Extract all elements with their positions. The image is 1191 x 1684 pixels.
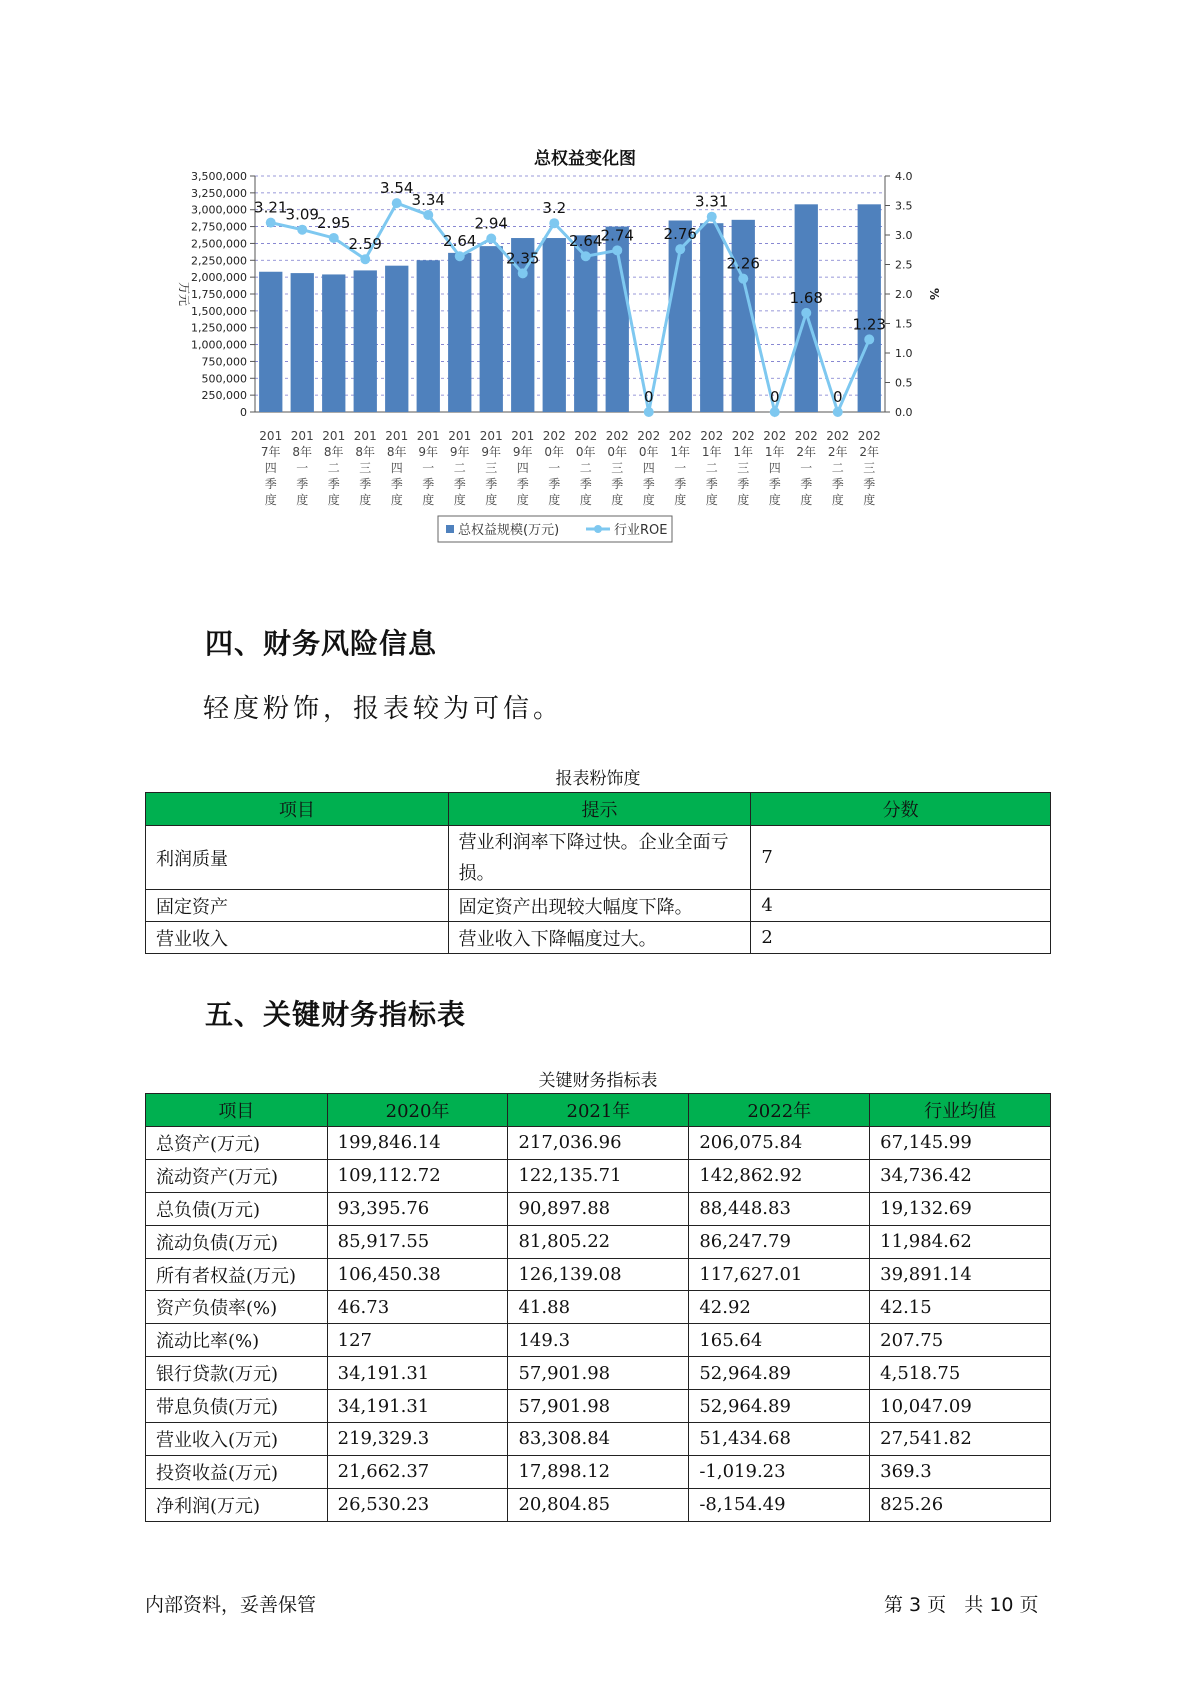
roe-point [770, 407, 780, 417]
y-tick-label: 3,500,000 [191, 170, 247, 183]
kpi-cell: 34,191.31 [327, 1390, 508, 1423]
roe-point [518, 268, 528, 278]
table-row [146, 890, 1051, 922]
kpi-cell: 369.3 [870, 1455, 1051, 1488]
roe-point [486, 234, 496, 244]
bar [543, 238, 566, 412]
roe-data-label: 0 [643, 388, 654, 406]
chart-title: 总权益变化图 [534, 149, 636, 169]
risk-cell: 4 [751, 890, 1051, 922]
kpi-cell: 52,964.89 [689, 1390, 870, 1423]
kpi-table [145, 1093, 1051, 1522]
x-tick-label: 202 0年四季度 [637, 429, 661, 507]
kpi-cell: 34,736.42 [870, 1159, 1051, 1192]
kpi-cell: 85,917.55 [327, 1225, 508, 1258]
roe-point [738, 274, 748, 284]
bar [322, 274, 345, 412]
kpi-cell: 52,964.89 [689, 1357, 870, 1390]
roe-point [392, 198, 402, 208]
roe-data-label: 2.95 [317, 213, 351, 232]
y2-tick-label: 2.5 [895, 258, 913, 272]
kpi-cell: 81,805.22 [508, 1225, 689, 1258]
y-tick-label: 750,000 [201, 355, 247, 369]
table-row [146, 1390, 1051, 1423]
y-tick-label: 2,000,000 [191, 271, 247, 285]
kpi-cell: 88,448.83 [689, 1192, 870, 1225]
y2-tick-label: 3.0 [895, 229, 913, 242]
section4-heading: 四、财务风险信息 [205, 627, 438, 660]
bar [574, 235, 597, 412]
legend-bar-swatch [446, 525, 454, 533]
roe-data-label: 2.74 [600, 226, 634, 245]
kpi-cell: 117,627.01 [689, 1258, 870, 1291]
kpi-cell: 217,036.96 [508, 1127, 689, 1160]
kpi-cell: 34,191.31 [327, 1357, 508, 1390]
y-tick-label: 1,250,000 [191, 321, 247, 335]
table-row [146, 1127, 1051, 1160]
y2-tick-label: 1.5 [895, 317, 913, 331]
x-tick-label: 201 8年一季度 [290, 429, 314, 507]
footer-page-number: 第 3 页 共 10 页 [884, 1594, 1039, 1616]
roe-point [675, 244, 685, 254]
kpi-cell: 93,395.76 [327, 1192, 508, 1225]
kpi-cell: 219,329.3 [327, 1423, 508, 1456]
y-tick-label: 250,000 [201, 389, 247, 403]
kpi-header-industry-avg: 行业均值 [870, 1094, 1051, 1127]
y2-axis-label: % [927, 287, 941, 301]
bar [700, 223, 723, 412]
kpi-cell: 165.64 [689, 1324, 870, 1357]
kpi-cell: 19,132.69 [870, 1192, 1051, 1225]
section4-text: 轻度粉饰，报表较为可信。 [203, 694, 564, 724]
kpi-cell: 199,846.14 [327, 1127, 508, 1160]
roe-point [801, 308, 811, 318]
y2-tick-label: 1.0 [895, 347, 913, 360]
kpi-cell: 营业收入(万元) [146, 1423, 328, 1456]
roe-data-label: 0 [769, 388, 780, 406]
y2-tick-label: 4.0 [895, 170, 913, 183]
bar [385, 266, 408, 412]
table-row [146, 1423, 1051, 1456]
risk-cell: 固定资产 [146, 890, 449, 922]
table-row [146, 1357, 1051, 1390]
risk-cell: 2 [751, 922, 1051, 954]
roe-data-label: 1.68 [789, 288, 823, 307]
y-tick-label: 2,500,000 [191, 237, 247, 251]
kpi-cell: 51,434.68 [689, 1423, 870, 1456]
x-tick-label: 201 8年二季度 [322, 429, 346, 507]
kpi-cell: 27,541.82 [870, 1423, 1051, 1456]
table-row [146, 826, 1051, 890]
table-row [146, 1225, 1051, 1258]
kpi-cell: 4,518.75 [870, 1357, 1051, 1390]
chart-svg [170, 138, 1000, 588]
y2-tick-label: 0.0 [895, 406, 913, 419]
x-tick-label: 202 0年三季度 [605, 429, 629, 507]
y-axis-label: 万元 [177, 281, 191, 307]
table-row [146, 922, 1051, 954]
x-tick-label: 202 1年一季度 [668, 429, 692, 507]
roe-data-label: 2.64 [569, 232, 603, 251]
roe-point [707, 212, 717, 222]
table-row [146, 1291, 1051, 1324]
table-row [146, 1455, 1051, 1488]
roe-point [455, 251, 465, 261]
kpi-cell: 46.73 [327, 1291, 508, 1324]
kpi-cell: 122,135.71 [508, 1159, 689, 1192]
risk-cell: 7 [751, 826, 1051, 890]
x-tick-label: 202 1年四季度 [763, 429, 787, 507]
kpi-table-title: 关键财务指标表 [538, 1071, 658, 1091]
kpi-cell: 带息负债(万元) [146, 1390, 328, 1423]
roe-point [423, 210, 433, 220]
roe-point [864, 334, 874, 344]
risk-header-item: 项目 [146, 793, 449, 826]
kpi-cell: 流动资产(万元) [146, 1159, 328, 1192]
risk-cell: 营业收入下降幅度过大。 [448, 922, 751, 954]
x-tick-label: 201 9年四季度 [511, 429, 535, 507]
roe-data-label: 3.21 [254, 198, 288, 217]
section5-heading: 五、关键财务指标表 [205, 998, 467, 1031]
roe-point [266, 218, 276, 228]
risk-table-title: 报表粉饰度 [555, 769, 641, 789]
roe-data-label: 3.54 [380, 179, 414, 198]
y-tick-label: 2,750,000 [191, 220, 247, 234]
y2-tick-label: 3.5 [895, 199, 913, 213]
legend-line-marker [594, 525, 602, 533]
roe-data-label: 2.64 [443, 232, 477, 251]
x-tick-label: 202 2年二季度 [826, 429, 850, 507]
kpi-header-2022: 2022年 [689, 1094, 870, 1127]
kpi-cell: 207.75 [870, 1324, 1051, 1357]
roe-point [549, 218, 559, 228]
kpi-cell: 57,901.98 [508, 1357, 689, 1390]
risk-header-score: 分数 [751, 793, 1051, 826]
kpi-cell: 21,662.37 [327, 1455, 508, 1488]
roe-data-label: 2.94 [474, 214, 508, 233]
y-tick-label: 0 [240, 406, 247, 419]
table-row [146, 1258, 1051, 1291]
y-tick-label: 1,000,000 [191, 338, 247, 352]
bar [291, 273, 314, 412]
y-tick-label: 1,500,000 [191, 304, 247, 318]
y-tick-label: 1,750,000 [191, 288, 247, 301]
kpi-cell: 17,898.12 [508, 1455, 689, 1488]
table-row [146, 1324, 1051, 1357]
kpi-cell: -8,154.49 [689, 1488, 870, 1521]
roe-data-label: 3.34 [411, 190, 445, 209]
x-tick-label: 201 8年三季度 [353, 429, 377, 507]
roe-point [360, 254, 370, 264]
bar [259, 272, 282, 412]
roe-data-label: 2.35 [506, 249, 540, 268]
y-tick-label: 3,250,000 [191, 186, 247, 200]
table-row [146, 1192, 1051, 1225]
table-row [146, 1488, 1051, 1521]
x-tick-label: 202 1年三季度 [731, 429, 755, 507]
roe-point [581, 251, 591, 261]
kpi-cell: 90,897.88 [508, 1192, 689, 1225]
kpi-header-item: 项目 [146, 1094, 328, 1127]
kpi-cell: 126,139.08 [508, 1258, 689, 1291]
y-tick-label: 2,250,000 [191, 254, 247, 268]
risk-header-hint: 提示 [448, 793, 751, 826]
kpi-cell: 资产负债率(%) [146, 1291, 328, 1324]
risk-cell: 营业利润率下降过快。企业全面亏损。 [448, 826, 751, 890]
kpi-cell: 42.15 [870, 1291, 1051, 1324]
x-tick-label: 201 9年三季度 [479, 429, 503, 507]
x-tick-label: 201 9年一季度 [416, 429, 440, 507]
roe-data-label: 1.23 [852, 315, 886, 334]
kpi-cell: 57,901.98 [508, 1390, 689, 1423]
table-row [146, 1159, 1051, 1192]
kpi-cell: 83,308.84 [508, 1423, 689, 1456]
kpi-cell: 20,804.85 [508, 1488, 689, 1521]
kpi-cell: 总负债(万元) [146, 1192, 328, 1225]
x-tick-label: 202 0年一季度 [542, 429, 566, 507]
x-tick-label: 201 7年四季度 [259, 429, 283, 507]
x-tick-label: 201 9年二季度 [448, 429, 472, 507]
risk-cell: 营业收入 [146, 922, 449, 954]
roe-data-label: 2.59 [348, 235, 382, 254]
roe-data-label: 0 [832, 388, 843, 406]
kpi-cell: 142,862.92 [689, 1159, 870, 1192]
roe-point [612, 245, 622, 255]
y-tick-label: 3,000,000 [191, 203, 247, 217]
y2-tick-label: 2.0 [895, 288, 913, 301]
kpi-cell: 42.92 [689, 1291, 870, 1324]
x-tick-label: 202 2年三季度 [857, 429, 881, 507]
kpi-cell: 825.26 [870, 1488, 1051, 1521]
kpi-cell: 127 [327, 1324, 508, 1357]
kpi-cell: 11,984.62 [870, 1225, 1051, 1258]
kpi-cell: 流动比率(%) [146, 1324, 328, 1357]
risk-cell: 固定资产出现较大幅度下降。 [448, 890, 751, 922]
kpi-cell: 67,145.99 [870, 1127, 1051, 1160]
kpi-cell: 149.3 [508, 1324, 689, 1357]
roe-point [329, 233, 339, 243]
roe-data-label: 2.26 [726, 254, 760, 273]
bar [448, 253, 471, 412]
x-tick-label: 202 2年一季度 [794, 429, 818, 507]
bar [354, 270, 377, 412]
x-tick-label: 202 0年二季度 [574, 429, 598, 507]
y2-tick-label: 0.5 [895, 376, 913, 390]
roe-point [297, 225, 307, 235]
kpi-header-2020: 2020年 [327, 1094, 508, 1127]
roe-point [644, 407, 654, 417]
kpi-cell: 银行贷款(万元) [146, 1357, 328, 1390]
kpi-cell: 10,047.09 [870, 1390, 1051, 1423]
kpi-cell: 206,075.84 [689, 1127, 870, 1160]
kpi-cell: 41.88 [508, 1291, 689, 1324]
legend-bar-label: 总权益规模(万元) [458, 523, 560, 538]
kpi-cell: 投资收益(万元) [146, 1455, 328, 1488]
bar [417, 260, 440, 412]
kpi-cell: 总资产(万元) [146, 1127, 328, 1160]
bar [480, 246, 503, 412]
roe-data-label: 3.2 [542, 199, 567, 218]
x-tick-label: 202 1年二季度 [700, 429, 724, 507]
risk-cell: 利润质量 [146, 826, 449, 890]
kpi-cell: 86,247.79 [689, 1225, 870, 1258]
risk-table [145, 792, 1051, 954]
x-tick-label: 201 8年四季度 [385, 429, 409, 507]
roe-data-label: 3.31 [695, 192, 729, 211]
legend-line-label: 行业ROE [614, 523, 668, 538]
kpi-cell: -1,019.23 [689, 1455, 870, 1488]
bar [858, 204, 881, 412]
kpi-cell: 109,112.72 [327, 1159, 508, 1192]
kpi-cell: 39,891.14 [870, 1258, 1051, 1291]
kpi-cell: 流动负债(万元) [146, 1225, 328, 1258]
roe-point [833, 407, 843, 417]
roe-data-label: 2.76 [663, 225, 697, 244]
footer-confidential: 内部资料，妥善保管 [145, 1594, 317, 1616]
kpi-cell: 106,450.38 [327, 1258, 508, 1291]
y-tick-label: 500,000 [201, 372, 247, 386]
kpi-cell: 净利润(万元) [146, 1488, 328, 1521]
kpi-header-2021: 2021年 [508, 1094, 689, 1127]
kpi-cell: 26,530.23 [327, 1488, 508, 1521]
kpi-cell: 所有者权益(万元) [146, 1258, 328, 1291]
roe-data-label: 3.09 [285, 205, 319, 224]
equity-chart [170, 138, 1000, 588]
